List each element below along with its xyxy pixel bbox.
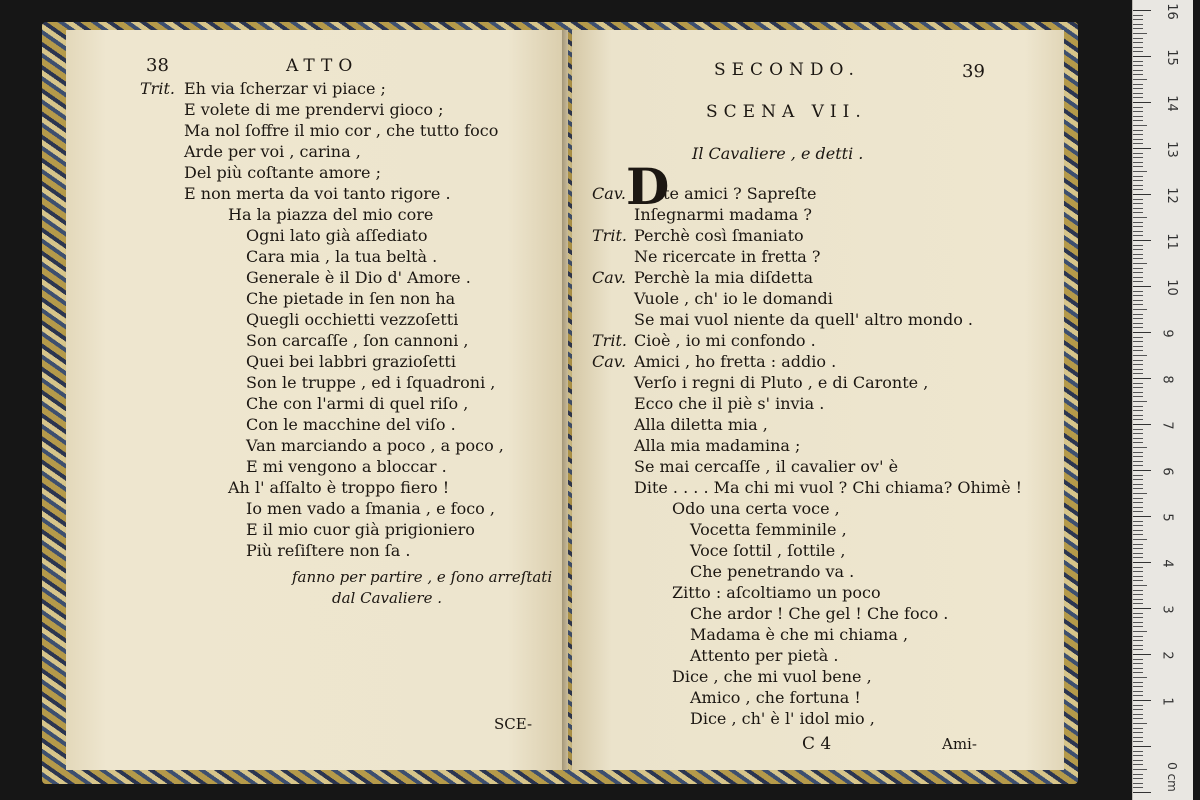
ruler-number: 8: [1159, 375, 1175, 384]
signature-mark: C 4: [802, 734, 832, 754]
ruler-tick: [1133, 479, 1143, 480]
verse-line: Perchè così ſmaniato: [634, 226, 804, 245]
ruler-tick: [1133, 134, 1143, 135]
ruler-tick: [1133, 718, 1143, 719]
verse-line: Madama è che mi chiama ,: [690, 625, 909, 644]
ruler-tick: [1133, 102, 1151, 103]
ruler-tick: [1133, 741, 1143, 742]
ruler-tick: [1133, 97, 1143, 98]
ruler-tick: [1133, 180, 1143, 181]
ruler-tick: [1133, 530, 1143, 531]
ruler-tick: [1133, 327, 1143, 328]
ruler-tick: [1133, 222, 1143, 223]
ruler-tick: [1133, 580, 1143, 581]
ruler-tick: [1133, 672, 1143, 673]
ruler-tick: [1133, 571, 1143, 572]
ruler-tick: [1133, 203, 1143, 204]
ruler-tick: [1133, 539, 1147, 540]
ruler-tick: [1133, 695, 1143, 696]
ruler-tick: [1133, 622, 1143, 623]
ruler-tick: [1133, 212, 1143, 213]
verse-line: Son le truppe , ed i ſquadroni ,: [246, 373, 496, 392]
ruler-tick: [1133, 245, 1143, 246]
ruler-tick: [1133, 231, 1143, 232]
ruler-tick: [1133, 130, 1143, 131]
verse-line: Se mai vuol niente da quell' altro mondo .: [634, 310, 973, 329]
ruler-tick: [1133, 38, 1143, 39]
verse-line: Alla diletta mia ,: [634, 415, 768, 434]
ruler-tick: [1133, 42, 1143, 43]
verse-line: Io men vado a ſmania , e foco ,: [246, 499, 495, 518]
ruler-tick: [1133, 33, 1147, 34]
ruler-tick: [1133, 406, 1143, 407]
ruler-tick: [1133, 493, 1147, 494]
stage-direction: fanno per partire , e ſono arreſtati: [292, 568, 553, 586]
verse-line: Del più coſtante amore ;: [184, 163, 381, 182]
ruler-tick: [1133, 603, 1143, 604]
ruler-number: 13: [1163, 141, 1179, 158]
verse-line: Ma nol ſoffre il mio cor , che tutto foco: [184, 121, 499, 140]
verse-line: Ah l' aſſalto è troppo fiero !: [228, 478, 450, 497]
ruler-tick: [1133, 686, 1143, 687]
ruler-tick: [1133, 304, 1143, 305]
ruler-tick: [1133, 599, 1143, 600]
ruler-tick: [1133, 787, 1143, 788]
verse-line: Se mai cercaſſe , il cavalier ov' è: [634, 457, 899, 476]
verse-line: Con le macchine del viſo .: [246, 415, 456, 434]
ruler-tick: [1133, 258, 1143, 259]
ruler-tick: [1133, 401, 1147, 402]
ruler-tick: [1133, 774, 1143, 775]
ruler-tick: [1133, 143, 1143, 144]
ruler-unit: 0 cm: [1164, 762, 1179, 792]
ruler-tick: [1133, 369, 1143, 370]
verse-line: Più reſiſtere non ſa .: [246, 541, 411, 560]
ruler-tick: [1133, 649, 1143, 650]
verse-line: Attento per pietà .: [690, 646, 839, 665]
speaker-label: Trit.: [140, 79, 175, 98]
ruler-tick: [1133, 341, 1143, 342]
ruler-tick: [1133, 714, 1143, 715]
ruler-tick: [1133, 19, 1143, 20]
ruler-tick: [1133, 332, 1151, 333]
ruler-tick: [1133, 682, 1143, 683]
verse-line: Generale è il Dio d' Amore .: [246, 268, 471, 287]
ruler-tick: [1133, 295, 1143, 296]
ruler-tick: [1133, 640, 1143, 641]
verse-line: Alla mia madamina ;: [634, 436, 801, 455]
verse-line: E il mio cuor già prigioniero: [246, 520, 475, 539]
ruler-tick: [1133, 553, 1143, 554]
ruler-tick: [1133, 452, 1143, 453]
ruler-tick: [1133, 383, 1143, 384]
ruler-tick: [1133, 769, 1147, 770]
ruler-tick: [1133, 300, 1143, 301]
right-page-number: 39: [962, 61, 985, 82]
ruler-tick: [1133, 613, 1143, 614]
ruler-tick: [1133, 217, 1147, 218]
ruler-tick: [1133, 691, 1143, 692]
ruler-tick: [1133, 617, 1143, 618]
ruler-number: 9: [1159, 329, 1175, 338]
ruler-tick: [1133, 668, 1143, 669]
verse-line: E non merta da voi tanto rigore .: [184, 184, 451, 203]
scene-title: SCENA VII.: [706, 102, 867, 122]
ruler-tick: [1133, 631, 1147, 632]
ruler-tick: [1133, 249, 1143, 250]
ruler-tick: [1133, 507, 1143, 508]
speaker-label: Trit.: [592, 226, 627, 245]
ruler-number: 15: [1163, 49, 1179, 66]
ruler-tick: [1133, 387, 1143, 388]
ruler-tick: [1133, 148, 1151, 149]
verse-line: Ogni lato già aſſediato: [246, 226, 428, 245]
verse-line: Vuole , ch' io le domandi: [634, 289, 833, 308]
verse-line: Cioè , io mi confondo .: [634, 331, 816, 350]
verse-line: Quei bei labbri grazioſetti: [246, 352, 456, 371]
verse-line: Eh via ſcherzar vi piace ;: [184, 79, 386, 98]
ruler-number: 4: [1159, 559, 1175, 568]
verse-line: Dite . . . . Ma chi mi vuol ? Chi chiama? Ohimè !: [634, 478, 1023, 497]
ruler-tick: [1133, 111, 1143, 112]
ruler-tick: [1133, 51, 1143, 52]
ruler-tick: [1133, 194, 1151, 195]
ruler-tick: [1133, 240, 1151, 241]
right-page: [572, 30, 1064, 770]
ruler-tick: [1133, 755, 1143, 756]
ruler-tick: [1133, 162, 1143, 163]
ruler-tick: [1133, 84, 1143, 85]
verse-line: Che pietade in ſen non ha: [246, 289, 456, 308]
ruler-number: 16: [1163, 3, 1179, 20]
verse-line: Verſo i regni di Pluto , e di Caronte ,: [634, 373, 929, 392]
ruler-tick: [1133, 498, 1143, 499]
ruler-tick: [1133, 728, 1143, 729]
ruler-tick: [1133, 93, 1143, 94]
ruler-tick: [1133, 350, 1143, 351]
verse-line: Son carcaſſe , ſon cannoni ,: [246, 331, 469, 350]
ruler-number: 7: [1159, 421, 1175, 430]
verse-line: Dice , ch' è l' idol mio ,: [690, 709, 875, 728]
ruler-tick: [1133, 511, 1143, 512]
ruler-tick: [1133, 392, 1143, 393]
ruler-tick: [1133, 654, 1151, 655]
verse-line: Ecco che il piè s' invia .: [634, 394, 825, 413]
ruler-tick: [1133, 24, 1143, 25]
ruler-tick: [1133, 419, 1143, 420]
verse-line: Dice , che mi vuol bene ,: [672, 667, 872, 686]
verse-line: Cara mia , la tua beltà .: [246, 247, 438, 266]
ruler-tick: [1133, 281, 1143, 282]
ruler-tick: [1133, 185, 1143, 186]
ruler-tick: [1133, 410, 1143, 411]
ruler-tick: [1133, 120, 1143, 121]
ruler-tick: [1133, 778, 1143, 779]
verse-line: Zitto : aſcoltiamo un poco: [672, 583, 881, 602]
ruler-tick: [1133, 79, 1147, 80]
ruler-tick: [1133, 277, 1143, 278]
ruler-tick: [1133, 576, 1143, 577]
ruler-tick: [1133, 521, 1143, 522]
verse-line: Voce ſottil , ſottile ,: [690, 541, 846, 560]
ruler-number: 5: [1159, 513, 1175, 522]
verse-line: Che con l'armi di quel riſo ,: [246, 394, 469, 413]
ruler-tick: [1133, 544, 1143, 545]
speaker-label: Cav.: [592, 268, 627, 287]
ruler-tick: [1133, 56, 1151, 57]
ruler-tick: [1133, 626, 1143, 627]
ruler-tick: [1133, 562, 1151, 563]
ruler-tick: [1133, 176, 1143, 177]
ruler-tick: [1133, 28, 1143, 29]
left-page-number: 38: [146, 55, 169, 76]
ruler-tick: [1133, 636, 1143, 637]
catchword: Ami-: [942, 735, 977, 753]
ruler-number: 12: [1163, 187, 1179, 204]
verse-line: Amico , che fortuna !: [690, 688, 861, 707]
drop-cap: D: [626, 157, 670, 216]
ruler-tick: [1133, 107, 1143, 108]
verse-line: Arde per voi , carina ,: [184, 142, 361, 161]
ruler-tick: [1133, 323, 1143, 324]
speaker-label: Trit.: [592, 331, 627, 350]
ruler-tick: [1133, 438, 1143, 439]
ruler-tick: [1133, 157, 1143, 158]
stage-direction: dal Cavaliere .: [332, 589, 443, 607]
verse-line: Quegli occhietti vezzoſetti: [246, 310, 459, 329]
ruler-tick: [1133, 677, 1147, 678]
ruler-tick: [1133, 373, 1143, 374]
verse-line: ite amici ? Sapreſte: [658, 184, 817, 203]
ruler-tick: [1133, 502, 1143, 503]
ruler-tick: [1133, 594, 1143, 595]
ruler-tick: [1133, 360, 1143, 361]
ruler-tick: [1133, 396, 1143, 397]
ruler-tick: [1133, 125, 1147, 126]
ruler-number: 14: [1163, 95, 1179, 112]
verse-line: E mi vengono a bloccar .: [246, 457, 447, 476]
ruler-number: 11: [1163, 233, 1179, 250]
ruler-tick: [1133, 272, 1143, 273]
ruler-tick: [1133, 645, 1143, 646]
ruler-tick: [1133, 139, 1143, 140]
verse-line: Odo una certa voce ,: [672, 499, 840, 518]
ruler-tick: [1133, 166, 1143, 167]
ruler-tick: [1133, 484, 1143, 485]
ruler-tick: [1133, 534, 1143, 535]
verse-line: Che penetrando va .: [690, 562, 855, 581]
speaker-label: Cav.: [592, 352, 627, 371]
ruler-tick: [1133, 378, 1151, 379]
verse-line: Van marciando a poco , a poco ,: [246, 436, 504, 455]
ruler-tick: [1133, 709, 1143, 710]
ruler-tick: [1133, 723, 1147, 724]
left-page: [66, 30, 568, 770]
ruler-number: 3: [1159, 605, 1175, 614]
verse-line: Ne ricercate in fretta ?: [634, 247, 821, 266]
ruler-tick: [1133, 764, 1143, 765]
ruler-tick: [1133, 737, 1143, 738]
measuring-ruler: [1132, 0, 1193, 800]
ruler-tick: [1133, 567, 1143, 568]
ruler-tick: [1133, 475, 1143, 476]
ruler-tick: [1133, 424, 1151, 425]
ruler-tick: [1133, 208, 1143, 209]
ruler-tick: [1133, 751, 1143, 752]
speaker-label: Cav.: [592, 184, 627, 203]
ruler-tick: [1133, 15, 1143, 16]
ruler-tick: [1133, 235, 1143, 236]
ruler-tick: [1133, 456, 1143, 457]
ruler-tick: [1133, 291, 1143, 292]
ruler-tick: [1133, 74, 1143, 75]
verse-line: Amici , ho fretta : addio .: [634, 352, 837, 371]
verse-line: Vocetta femminile ,: [690, 520, 847, 539]
ruler-tick: [1133, 88, 1143, 89]
ruler-tick: [1133, 525, 1143, 526]
ruler-tick: [1133, 355, 1147, 356]
ruler-tick: [1133, 199, 1143, 200]
left-running-head: ATTO: [286, 56, 359, 76]
ruler-tick: [1133, 470, 1151, 471]
ruler-tick: [1133, 429, 1143, 430]
ruler-tick: [1133, 47, 1143, 48]
ruler-tick: [1133, 700, 1151, 701]
ruler-tick: [1133, 254, 1143, 255]
ruler-tick: [1133, 465, 1143, 466]
ruler-tick: [1133, 153, 1143, 154]
ruler-tick: [1133, 286, 1151, 287]
ruler-tick: [1133, 70, 1143, 71]
ruler-tick: [1133, 663, 1143, 664]
ruler-tick: [1133, 447, 1147, 448]
ruler-tick: [1133, 364, 1143, 365]
ruler-tick: [1133, 488, 1143, 489]
ruler-tick: [1133, 268, 1143, 269]
ruler-tick: [1133, 461, 1143, 462]
ruler-tick: [1133, 608, 1151, 609]
ruler-tick: [1133, 442, 1143, 443]
ruler-tick: [1133, 585, 1147, 586]
scene-characters: Il Cavaliere , e detti .: [692, 144, 864, 163]
ruler-tick: [1133, 10, 1151, 11]
ruler-tick: [1133, 226, 1143, 227]
ruler-tick: [1133, 557, 1143, 558]
ruler-tick: [1133, 318, 1143, 319]
ruler-tick: [1133, 314, 1143, 315]
ruler-tick: [1133, 116, 1143, 117]
ruler-tick: [1133, 337, 1143, 338]
ruler-tick: [1133, 760, 1143, 761]
verse-line: Ha la piazza del mio core: [228, 205, 434, 224]
verse-line: Inſegnarmi madama ?: [634, 205, 812, 224]
ruler-number: 6: [1159, 467, 1175, 476]
ruler-tick: [1133, 705, 1143, 706]
ruler-tick: [1133, 433, 1143, 434]
ruler-number: 2: [1159, 651, 1175, 660]
ruler-tick: [1133, 309, 1147, 310]
ruler-tick: [1133, 263, 1147, 264]
ruler-tick: [1133, 516, 1151, 517]
right-running-head: SECONDO.: [714, 60, 860, 80]
ruler-tick: [1133, 792, 1151, 793]
ruler-tick: [1133, 171, 1147, 172]
ruler-tick: [1133, 61, 1143, 62]
ruler-tick: [1133, 732, 1143, 733]
verse-line: E volete di me prendervi gioco ;: [184, 100, 444, 119]
ruler-number: 10: [1163, 279, 1179, 296]
ruler-tick: [1133, 659, 1143, 660]
ruler-tick: [1133, 189, 1143, 190]
ruler-tick: [1133, 346, 1143, 347]
ruler-tick: [1133, 65, 1143, 66]
verse-line: Perchè la mia diſdetta: [634, 268, 814, 287]
ruler-tick: [1133, 590, 1143, 591]
ruler-number: 1: [1159, 697, 1175, 706]
verse-line: Che ardor ! Che gel ! Che foco .: [690, 604, 949, 623]
ruler-tick: [1133, 746, 1151, 747]
ruler-tick: [1133, 783, 1143, 784]
ruler-tick: [1133, 415, 1143, 416]
ruler-tick: [1133, 548, 1143, 549]
catchword: SCE-: [494, 715, 533, 733]
